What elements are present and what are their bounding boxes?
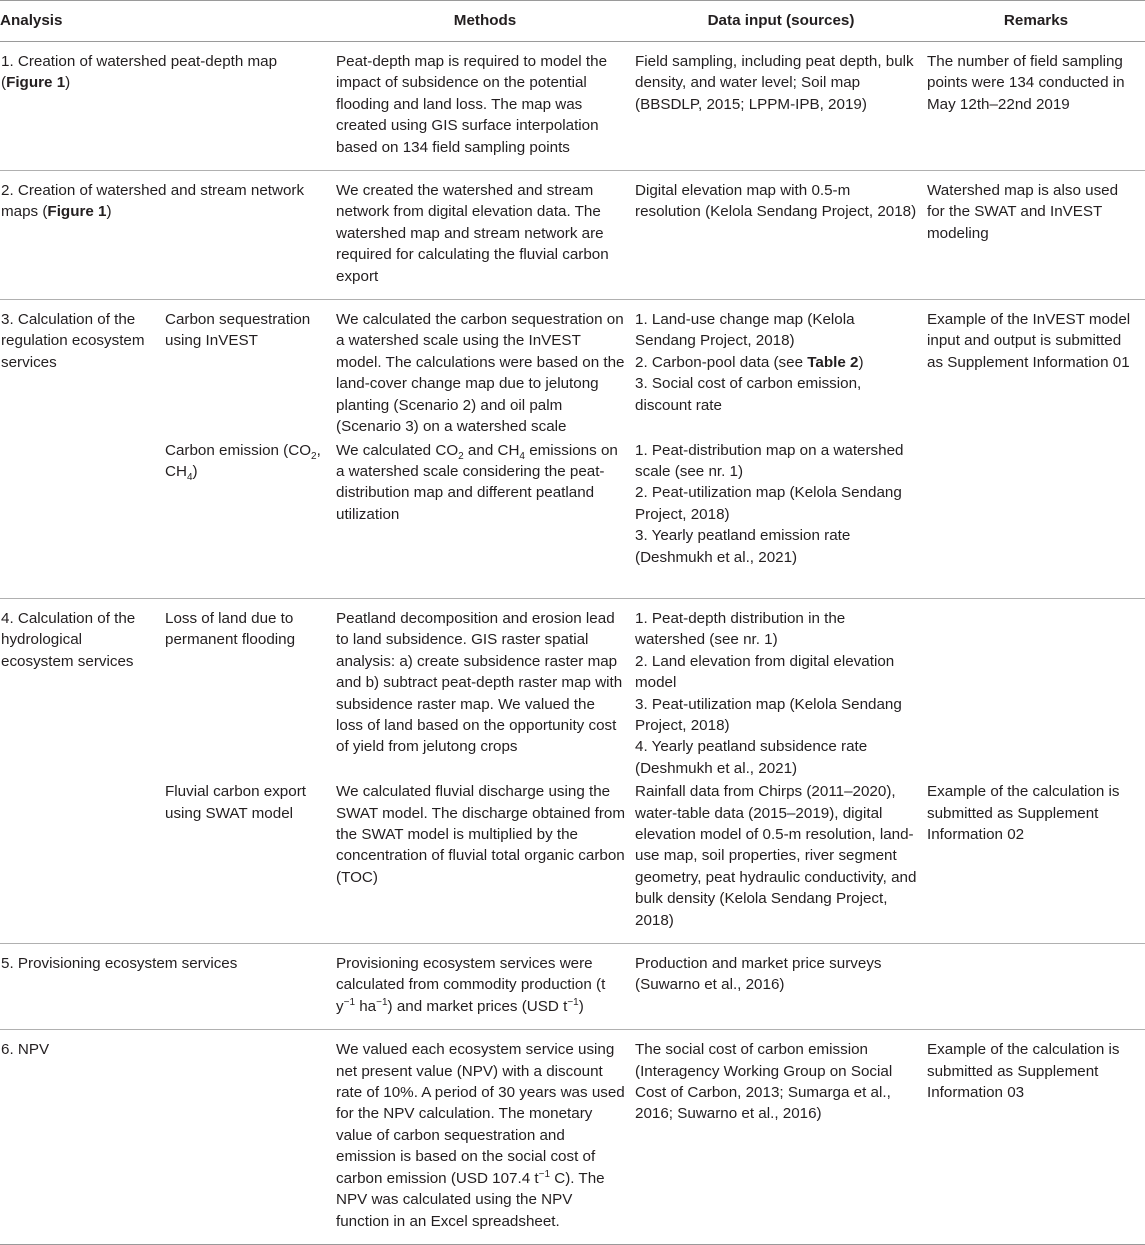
methods-cell: We created the watershed and stream network from digital elevation data. The watershed map and stream network are required for calculating the fluvial carbon export xyxy=(336,182,609,285)
data-item: 3. Yearly peatland emission rate (Deshmukh et al., 2021) xyxy=(635,527,851,566)
table-row xyxy=(0,598,1145,779)
header-row xyxy=(0,1,1145,42)
data-input-cell: Digital elevation map with 0.5-m resolution (Kelola Sendang Project, 2018) xyxy=(635,182,917,221)
header-analysis: Analysis xyxy=(0,1,335,42)
remarks-cell: Example of the calculation is submitted as Supplement Information 03 xyxy=(927,1041,1120,1102)
table-row xyxy=(0,1030,1145,1245)
methods-cell: We calculated $CO_2$ and $CH_4$ emissions on a watershed scale considering the peat-distribution map and different peatland utilization xyxy=(336,441,618,523)
analysis-cell: 1. Creation of watershed peat-depth map (Figure 1) xyxy=(1,53,278,92)
remarks-cell: The number of field sampling points were 134 conducted in May 12th–22nd 2019 xyxy=(927,53,1125,113)
methods-cell: We valued each ecosystem service using net present value (NPV) with a discount rate of 10%. A period of 30 years was used for the NPV calculation. The monetary value of carbon sequestration and emission is based on the social cost of carbon emission (USD 107.4 $t^{-1}$ C). The NPV was calculated using the NPV function in an Excel spreadsheet. xyxy=(336,1041,625,1230)
figure-reference: Figure 1 xyxy=(6,74,66,92)
data-input-cell: Rainfall data from Chirps (2011–2020), water-table data (2015–2019), digital elevation model of 0.5-m resolution, land-use map, soil properties, river segment geometry, peat hydraulic conductivity, and bulk density (Kelola Sendang Project, 2018) xyxy=(635,783,917,929)
data-item: 1. Land-use change map (Kelola Sendang Project, 2018) xyxy=(635,311,855,350)
sub-analysis-cell: Fluvial carbon export using SWAT model xyxy=(165,783,306,822)
data-input-cell: The social cost of carbon emission (Interagency Working Group on Social Cost of Carbon, 2013; Sumarga et al., 2016; Suwarno et al., 2016) xyxy=(635,1041,893,1123)
figure-reference: Figure 1 xyxy=(47,203,107,221)
table-row xyxy=(0,42,1145,171)
remarks-cell xyxy=(927,944,1145,965)
remarks-cell: Example of the calculation is submitted as Supplement Information 02 xyxy=(927,783,1120,843)
data-item: 1. Peat-depth distribution in the watershed (see nr. 1) xyxy=(635,609,846,649)
table-reference: Table 2 xyxy=(807,353,859,371)
data-input-cell: 1. Land-use change map (Kelola Sendang Project, 2018) 2. Carbon-pool data (see Table 2) 3. Social cost of carbon emission, discount rate xyxy=(635,311,864,414)
table-row xyxy=(0,171,1145,300)
header-data-input: Data input (sources) xyxy=(635,1,927,42)
remarks-cell: Example of the InVEST model input and output is submitted as Supplement Information 01 xyxy=(927,311,1131,371)
methods-cell: We calculated the carbon sequestration on a watershed scale using the InVEST model. The calculations were based on the land-cover change map due to jelutong planting (Scenario 2) and oil palm (Scenario 3) on a watershed scale xyxy=(336,311,625,436)
data-item: 2. Peat-utilization map (Kelola Sendang Project, 2018) xyxy=(635,484,902,523)
sub-analysis-cell: Carbon emission ($CO_2$, $CH_4$) xyxy=(165,441,321,483)
analysis-cell: 2. Creation of watershed and stream network maps (Figure 1) xyxy=(1,182,305,221)
remarks-cell: Watershed map is also used for the SWAT and InVEST modeling xyxy=(927,182,1119,242)
analysis-cell: 6. NPV xyxy=(1,1041,50,1059)
data-input-cell: Field sampling, including peat depth, bulk density, and water level; Soil map (BBSDLP, 2015; LPPM-IPB, 2019) xyxy=(635,53,914,113)
methods-cell: We calculated fluvial discharge using the SWAT model. The discharge obtained from the SWAT model is multiplied by the concentration of fluvial total organic carbon (TOC) xyxy=(336,783,625,886)
sub-analysis-cell: Loss of land due to permanent flooding xyxy=(165,609,296,649)
data-item: 2. Carbon-pool data (see xyxy=(635,353,808,371)
table-row xyxy=(0,944,1145,1030)
data-input-cell xyxy=(635,599,927,779)
methods-cell: Provisioning ecosystem services were calculated from commodity production (t $y^{-1}$ $ha^{-1}$) and market prices (USD $t^{-1}$) xyxy=(336,955,606,1015)
data-item: 3. Social cost of carbon emission, discount rate xyxy=(635,375,862,414)
analysis-text: 2. Creation of watershed and stream network maps xyxy=(1,182,305,221)
header-methods: Methods xyxy=(335,1,635,42)
table-row xyxy=(0,779,1145,943)
data-item: 3. Peat-utilization map (Kelola Sendang Project, 2018) xyxy=(635,695,902,734)
data-item: 4. Yearly peatland subsidence rate (Deshmukh et al., 2021) xyxy=(635,738,868,777)
analysis-cell: 5. Provisioning ecosystem services xyxy=(1,955,238,973)
data-input-cell xyxy=(635,438,927,598)
analysis-cell: 4. Calculation of the hydrological ecosystem services xyxy=(1,609,136,670)
analysis-text: 1. Creation of watershed peat-depth map xyxy=(1,53,278,70)
methods-cell: Peatland decomposition and erosion lead to land subsidence. GIS raster spatial analysis: a) create subsidence raster map and b) subtract peat-depth raster map with subsidence raster map. We valued the loss of land based on the opportunity cost of yield from jelutong crops xyxy=(336,609,623,756)
data-input-cell: Production and market price surveys (Suwarno et al., 2016) xyxy=(635,955,882,994)
remarks-cell xyxy=(927,599,1145,608)
methods-cell: Peat-depth map is required to model the impact of subsidence on the potential flooding and land loss. The map was created using GIS surface interpolation based on 134 field sampling points xyxy=(336,53,608,156)
analysis-cell: 3. Calculation of the regulation ecosystem services xyxy=(1,311,145,371)
sub-analysis-cell: Carbon sequestration using InVEST xyxy=(165,311,311,350)
data-item: 2. Land elevation from digital elevation model xyxy=(635,652,895,692)
data-item: 1. Peat-distribution map on a watershed scale (see nr. 1) xyxy=(635,441,904,480)
header-remarks: Remarks xyxy=(927,1,1145,42)
table-row xyxy=(0,300,1145,438)
